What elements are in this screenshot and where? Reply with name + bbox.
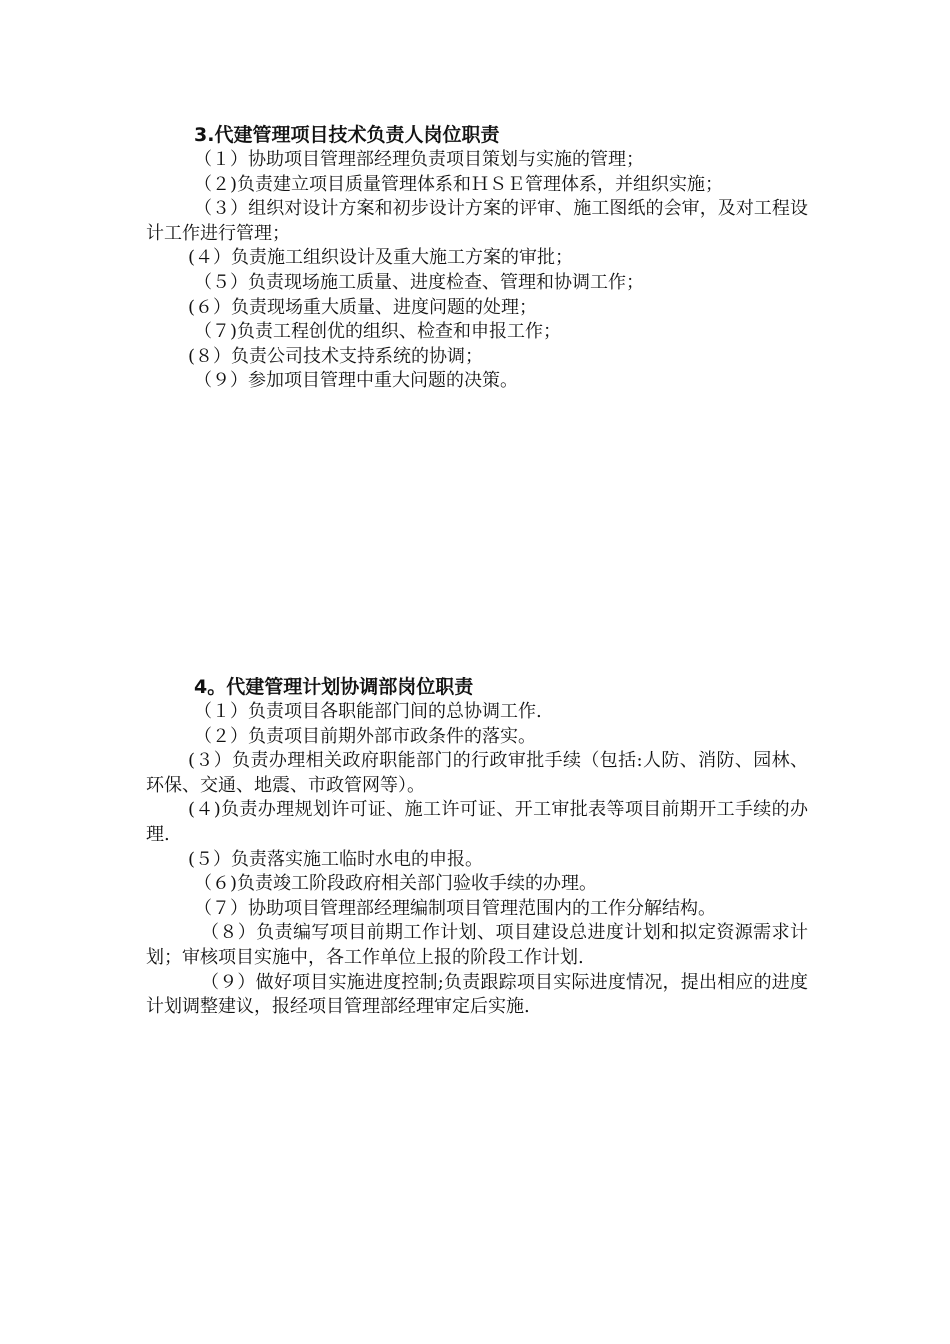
duty-item: （９）做好项目实施进度控制;负责跟踪项目实际进度情况，提出相应的进度计划调整建议，报经项目管理部经理审定后实施. (146, 971, 808, 1018)
duty-item: （５）负责现场施工质量、进度检查、管理和协调工作； (194, 271, 644, 293)
duty-item: (４)负责办理规划许可证、施工许可证、开工审批表等项目前期开工手续的办理. (146, 799, 808, 845)
duty-item: （１）协助项目管理部经理负责项目策划与实施的管理； (194, 149, 644, 170)
duty-item: （６)负责竣工阶段政府相关部门验收手续的办理。 (194, 873, 598, 895)
duty-item: （３）组织对设计方案和初步设计方案的评审、施工图纸的会审，及对工程设计工作进行管理； (146, 198, 808, 244)
duty-item: (３）负责办理相关政府职能部门的行政审批手续（包括:人防、消防、园林、环保、交通、地震、市政管网等）。 (146, 750, 808, 796)
duty-item: (８）负责公司技术支持系统的协调； (188, 345, 484, 367)
section-planning-coordination-duties (146, 674, 808, 1020)
duty-item: （２)负责建立项目质量管理体系和ＨＳＥ管理体系，并组织实施； (194, 173, 724, 195)
duty-item: (６）负责现场重大质量、进度问题的处理； (188, 296, 538, 318)
duty-item: （２）负责项目前期外部市政条件的落实。 (194, 725, 536, 747)
duty-item: （７）协助项目管理部经理编制项目管理范围内的工作分解结构。 (194, 897, 716, 919)
duty-item: （８）负责编写项目前期工作计划、项目建设总进度计划和拟定资源需求计划；审核项目实施中，各工作单位上报的阶段工作计划. (146, 922, 808, 968)
duty-item: (４）负责施工组织设计及重大施工方案的审批； (188, 247, 574, 269)
section-technical-lead-duties (146, 122, 808, 394)
duty-item: (５）负责落实施工临时水电的申报。 (188, 848, 484, 870)
duty-item: （７)负责工程创优的组织、检查和申报工作； (194, 321, 562, 343)
duty-item: （１）负责项目各职能部门间的总协调工作. (194, 701, 542, 722)
section-heading: 3.代建管理项目技术负责人岗位职责 (194, 124, 500, 146)
duty-item: （９）参加项目管理中重大问题的决策。 (194, 370, 518, 392)
section-heading: 4。代建管理计划协调部岗位职责 (194, 676, 474, 698)
